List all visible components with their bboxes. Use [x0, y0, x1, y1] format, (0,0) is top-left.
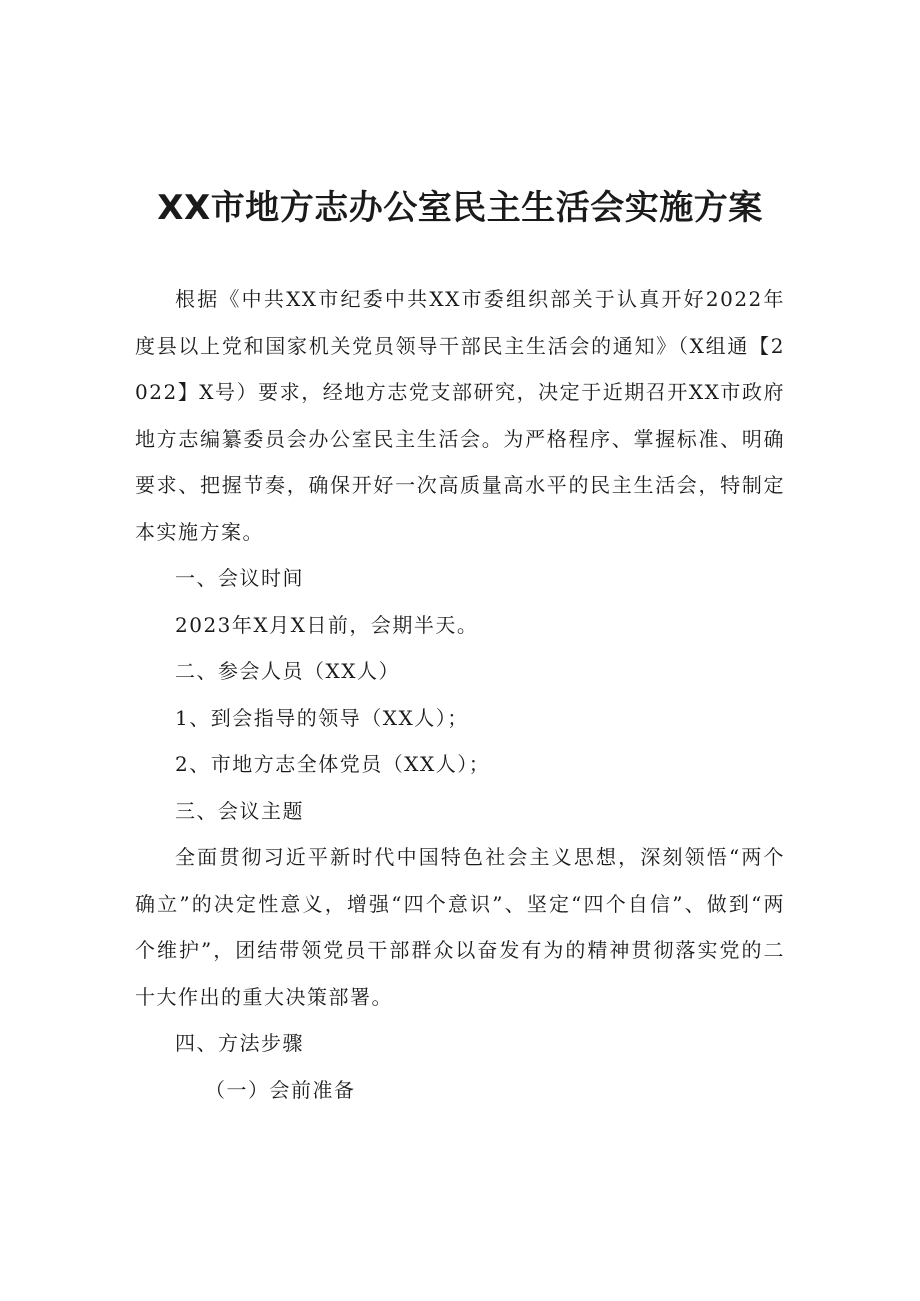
intro-paragraph: 根据《中共XX市纪委中共XX市委组织部关于认真开好2022年度县以上党和国家机关党员领导干部民主生活会的通知》（X组通【2022】X号）要求，经地方志党支部研究，决定于近期召开XX市政府地方志编纂委员会办公室民主生活会。为严格程序、掌握标准、明确要求、把握节奏，确保开好一次高质量高水平的民主生活会，特制定本实施方案。 [135, 287, 785, 544]
meeting-time-text: 2023年X月X日前，会期半天。 [175, 612, 479, 637]
section-heading-theme: 三、会议主题 [175, 798, 304, 823]
document-title: XX市地方志办公室民主生活会实施方案 [157, 188, 763, 228]
section-heading-steps: 四、方法步骤 [175, 1031, 304, 1055]
section-heading-meeting-time: 一、会议时间 [175, 566, 304, 590]
attendees-item-2: 2、市地方志全体党员（XX人）； [175, 752, 491, 776]
attendees-item-1: 1、到会指导的领导（XX人）； [175, 705, 469, 730]
document-body [135, 276, 785, 1113]
theme-paragraph: 全面贯彻习近平新时代中国特色社会主义思想，深刻领悟“两个确立”的决定性意义，增强“四个意识”、坚定“四个自信”、做到“两个维护”，团结带领党员干部群众以奋发有为的精神贯彻落实党的二十大作出的重大决策部署。 [135, 845, 785, 1009]
subsection-heading-preparation: （一）会前准备 [205, 1077, 356, 1102]
section-heading-attendees: 二、参会人员（XX人） [175, 659, 400, 683]
